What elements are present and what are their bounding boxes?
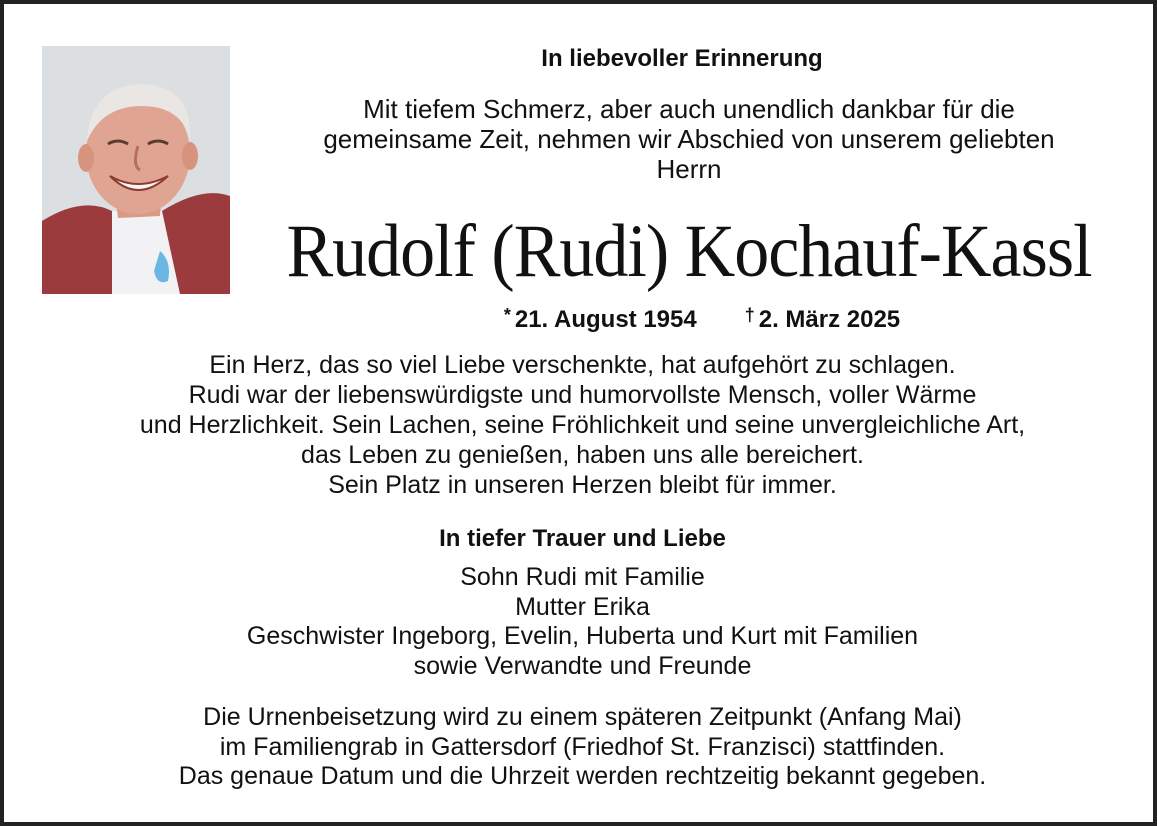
birth-symbol: *: [503, 305, 511, 325]
tribute-line: das Leben zu genießen, haben uns alle bereichert.: [301, 441, 864, 469]
death-symbol: †: [744, 305, 755, 325]
birth-date: 21. August 1954: [514, 306, 697, 333]
tribute-line: Rudi war der liebenswürdigste und humorvollste Mensch, voller Wärme: [188, 381, 977, 409]
tribute-line: und Herzlichkeit. Sein Lachen, seine Fröhlichkeit und seine unvergleichliche Art,: [139, 411, 1026, 439]
intro-text: [244, 94, 1134, 184]
mourner-line: Sohn Rudi mit Familie: [460, 563, 705, 591]
tribute-text: [4, 350, 1157, 500]
heading-in-memory: In liebevoller Erinnerung: [541, 45, 823, 72]
mourner-line: sowie Verwandte und Freunde: [413, 651, 752, 680]
intro-line: gemeinsame Zeit, nehmen wir Abschied von unserem geliebten: [323, 124, 1055, 154]
deceased-name: Rudolf (Rudi) Kochauf-Kassl: [286, 210, 1092, 294]
burial-info: [4, 703, 1157, 792]
mourning-heading: In tiefer Trauer und Liebe: [439, 525, 726, 552]
mourners-list: [4, 563, 1157, 681]
burial-line: im Familiengrab in Gattersdorf (Friedhof St. Franzisci) stattfinden.: [219, 732, 946, 761]
life-dates: [382, 300, 1022, 335]
burial-line: Das genaue Datum und die Uhrzeit werden rechtzeitig bekannt gegeben.: [178, 762, 987, 790]
portrait-photo-image: [42, 46, 230, 294]
burial-line: Die Urnenbeisetzung wird zu einem späteren Zeitpunkt (Anfang Mai): [203, 703, 962, 731]
portrait-photo: [42, 46, 230, 294]
intro-line: Mit tiefem Schmerz, aber auch unendlich dankbar für die: [363, 94, 1015, 124]
mourner-line: Mutter Erika: [515, 592, 650, 621]
tribute-line: Sein Platz in unseren Herzen bleibt für immer.: [328, 471, 837, 499]
intro-line: Herrn: [656, 154, 722, 184]
mourner-line: Geschwister Ingeborg, Evelin, Huberta und Kurt mit Familien: [246, 622, 919, 650]
tribute-line: Ein Herz, das so viel Liebe verschenkte, hat aufgehört zu schlagen.: [209, 351, 956, 379]
death-date: 2. März 2025: [758, 306, 901, 333]
